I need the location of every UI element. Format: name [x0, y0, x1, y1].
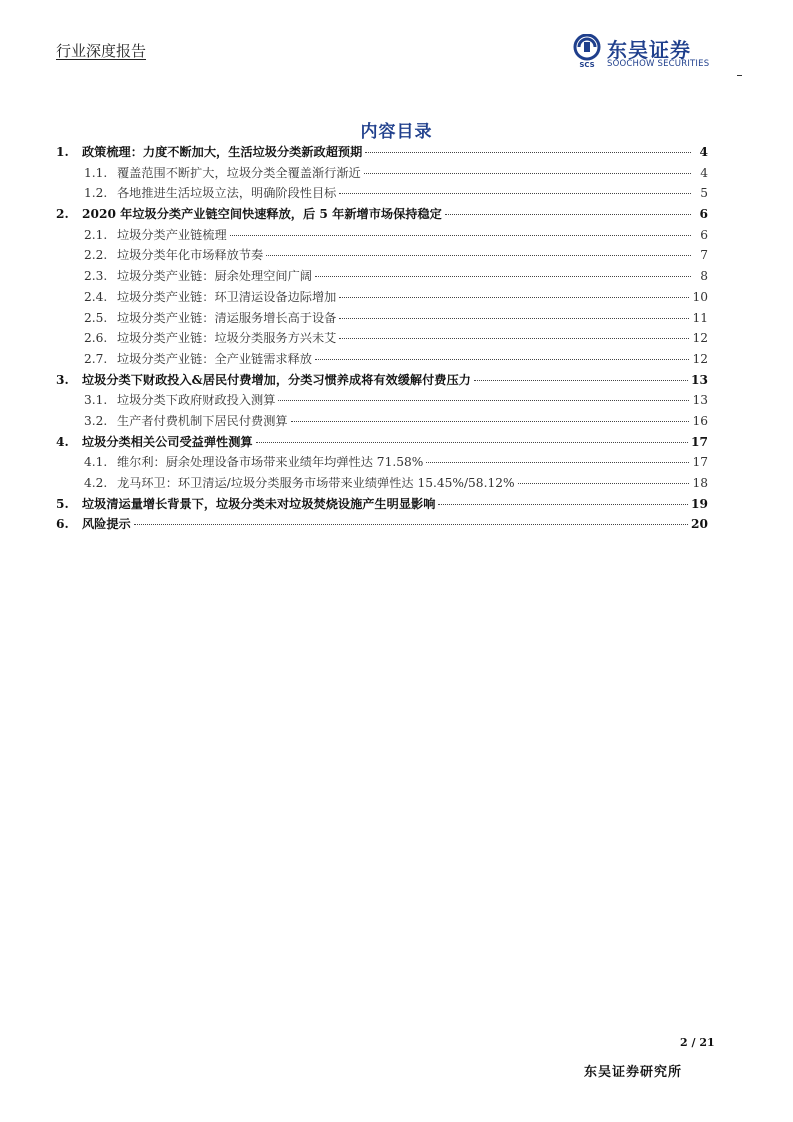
toc-entry-title: 覆盖范围不断扩大，垃圾分类全覆盖渐行渐近: [117, 165, 361, 180]
toc-entry[interactable]: [56, 515, 708, 536]
toc-entry-number: 3.1.: [84, 393, 108, 408]
toc-entry-page: 13: [692, 393, 708, 408]
toc-entry-number: 2.4.: [84, 289, 108, 304]
toc-entry-title: 垃圾分类产业链：垃圾分类服务方兴未艾: [117, 331, 337, 346]
toc-entry-page: 20: [691, 517, 708, 532]
toc-leader-dots: [365, 152, 691, 153]
toc-entry-page: 6: [699, 207, 708, 222]
toc-entry[interactable]: [56, 164, 708, 185]
toc-entry-number: 1.1.: [84, 165, 108, 180]
toc-entry-number: 4.: [56, 434, 69, 449]
toc-entry[interactable]: [56, 246, 708, 267]
toc-entry-page: 8: [700, 269, 708, 284]
toc-entry-number: 3.: [56, 372, 69, 387]
toc-entry-number: 2.5.: [84, 310, 108, 325]
toc-entry-number: 2.7.: [84, 351, 108, 366]
toc-entry-number: 3.2.: [84, 413, 108, 428]
toc-leader-dots: [339, 193, 691, 194]
toc-entry-title: 垃圾分类产业链：全产业链需求释放: [117, 351, 312, 366]
toc-leader-dots: [445, 214, 691, 215]
toc-entry[interactable]: [56, 350, 708, 371]
toc-entry-number: 5.: [56, 496, 69, 511]
table-of-contents: [56, 143, 708, 536]
toc-entry[interactable]: [56, 205, 708, 226]
toc-leader-dots: [291, 421, 690, 422]
page-indicator: 2 / 21: [680, 1036, 715, 1049]
toc-entry[interactable]: [56, 184, 708, 205]
scs-logo-icon: [571, 34, 603, 68]
toc-entry-page: 6: [700, 227, 708, 242]
toc-entry-page: 18: [692, 476, 708, 490]
toc-entry-number: 2.2.: [84, 248, 108, 263]
toc-entry-title: 垃圾分类年化市场释放节奏: [117, 248, 264, 263]
toc-entry-page: 12: [692, 331, 708, 346]
header-tick: [737, 75, 742, 76]
toc-entry-number: 2.6.: [84, 331, 108, 346]
toc-title: 内容目录: [360, 122, 433, 142]
toc-entry[interactable]: [56, 226, 708, 247]
logo-english-name: SOOCHOW SECURITIES: [607, 59, 710, 69]
toc-entry-page: 13: [691, 372, 708, 387]
toc-entry[interactable]: [56, 474, 708, 495]
toc-entry[interactable]: [56, 495, 708, 516]
toc-entry-page: 16: [692, 413, 708, 428]
toc-entry-number: 2.3.: [84, 269, 108, 284]
toc-entry-page: 10: [692, 289, 708, 304]
toc-entry-title: 垃圾清运量增长背景下，垃圾分类未对垃圾焚烧设施产生明显影响: [82, 496, 436, 511]
toc-entry-number: 1.2.: [84, 186, 108, 201]
toc-leader-dots: [339, 318, 689, 319]
toc-entry-title: 垃圾分类产业链：厨余处理空间广阔: [117, 269, 312, 284]
toc-entry[interactable]: [56, 433, 708, 454]
toc-entry-title: 政策梳理：力度不断加大，生活垃圾分类新政超预期: [82, 145, 363, 159]
logo-mark-text: SCS: [579, 61, 595, 68]
toc-leader-dots: [315, 276, 691, 277]
toc-entry-number: 2.: [56, 207, 69, 222]
toc-leader-dots: [426, 462, 689, 463]
report-type-label: 行业深度报告: [56, 42, 147, 60]
toc-leader-dots: [364, 173, 691, 174]
footer-organization: 东吴证券研究所: [584, 1065, 683, 1080]
company-logo: [571, 34, 741, 74]
toc-entry-number: 2.1.: [84, 227, 108, 242]
toc-leader-dots: [474, 380, 688, 381]
toc-entry-page: 17: [691, 434, 708, 449]
toc-entry-title: 垃圾分类下财政投入&居民付费增加，分类习惯养成将有效缓解付费压力: [82, 372, 471, 387]
toc-entry[interactable]: [56, 371, 708, 392]
toc-entry[interactable]: [56, 309, 708, 330]
toc-entry-page: 19: [691, 496, 708, 511]
toc-entry-title: 垃圾分类产业链：环卫清运设备边际增加: [117, 289, 337, 304]
toc-entry-number: 4.2.: [84, 476, 108, 490]
toc-entry-title: 各地推进生活垃圾立法，明确阶段性目标: [117, 186, 337, 201]
toc-entry-title: 生产者付费机制下居民付费测算: [117, 413, 288, 428]
toc-entry-title: 龙马环卫：环卫清运/垃圾分类服务市场带来业绩弹性达 15.45%/58.12%: [117, 476, 515, 490]
toc-entry-page: 12: [692, 351, 708, 366]
toc-entry-number: 6.: [56, 517, 69, 532]
toc-leader-dots: [256, 442, 688, 443]
toc-entry-page: 4: [699, 145, 708, 159]
toc-entry[interactable]: [56, 412, 708, 433]
toc-leader-dots: [266, 255, 691, 256]
toc-entry-title: 2020 年垃圾分类产业链空间快速释放，后 5 年新增市场保持稳定: [82, 207, 442, 222]
toc-entry[interactable]: [56, 143, 708, 164]
toc-entry[interactable]: [56, 267, 708, 288]
toc-leader-dots: [278, 400, 689, 401]
toc-entry-title: 风险提示: [82, 517, 131, 532]
toc-entry[interactable]: [56, 329, 708, 350]
toc-entry-page: 5: [700, 186, 708, 201]
toc-entry-number: 1.: [56, 145, 69, 159]
toc-entry[interactable]: [56, 391, 708, 412]
toc-entry-page: 4: [700, 165, 708, 180]
toc-leader-dots: [438, 504, 688, 505]
toc-entry[interactable]: [56, 288, 708, 309]
toc-entry-page: 11: [692, 310, 708, 325]
toc-entry-title: 垃圾分类相关公司受益弹性测算: [82, 434, 253, 449]
toc-entry-title: 垃圾分类产业链：清运服务增长高于设备: [117, 310, 337, 325]
toc-leader-dots: [134, 524, 688, 525]
toc-entry[interactable]: [56, 453, 708, 474]
toc-entry-title: 维尔利：厨余处理设备市场带来业绩年均弹性达 71.58%: [117, 455, 424, 470]
toc-entry-number: 4.1.: [84, 455, 108, 470]
toc-entry-title: 垃圾分类产业链梳理: [117, 227, 227, 242]
toc-entry-page: 17: [692, 455, 708, 470]
toc-entry-page: 7: [700, 248, 708, 263]
toc-leader-dots: [339, 338, 689, 339]
toc-leader-dots: [518, 483, 690, 484]
toc-leader-dots: [339, 297, 689, 298]
logo-chinese-name: 东吴证券: [607, 38, 691, 62]
toc-entry-title: 垃圾分类下政府财政投入测算: [117, 393, 276, 408]
toc-leader-dots: [315, 359, 689, 360]
toc-leader-dots: [230, 235, 691, 236]
